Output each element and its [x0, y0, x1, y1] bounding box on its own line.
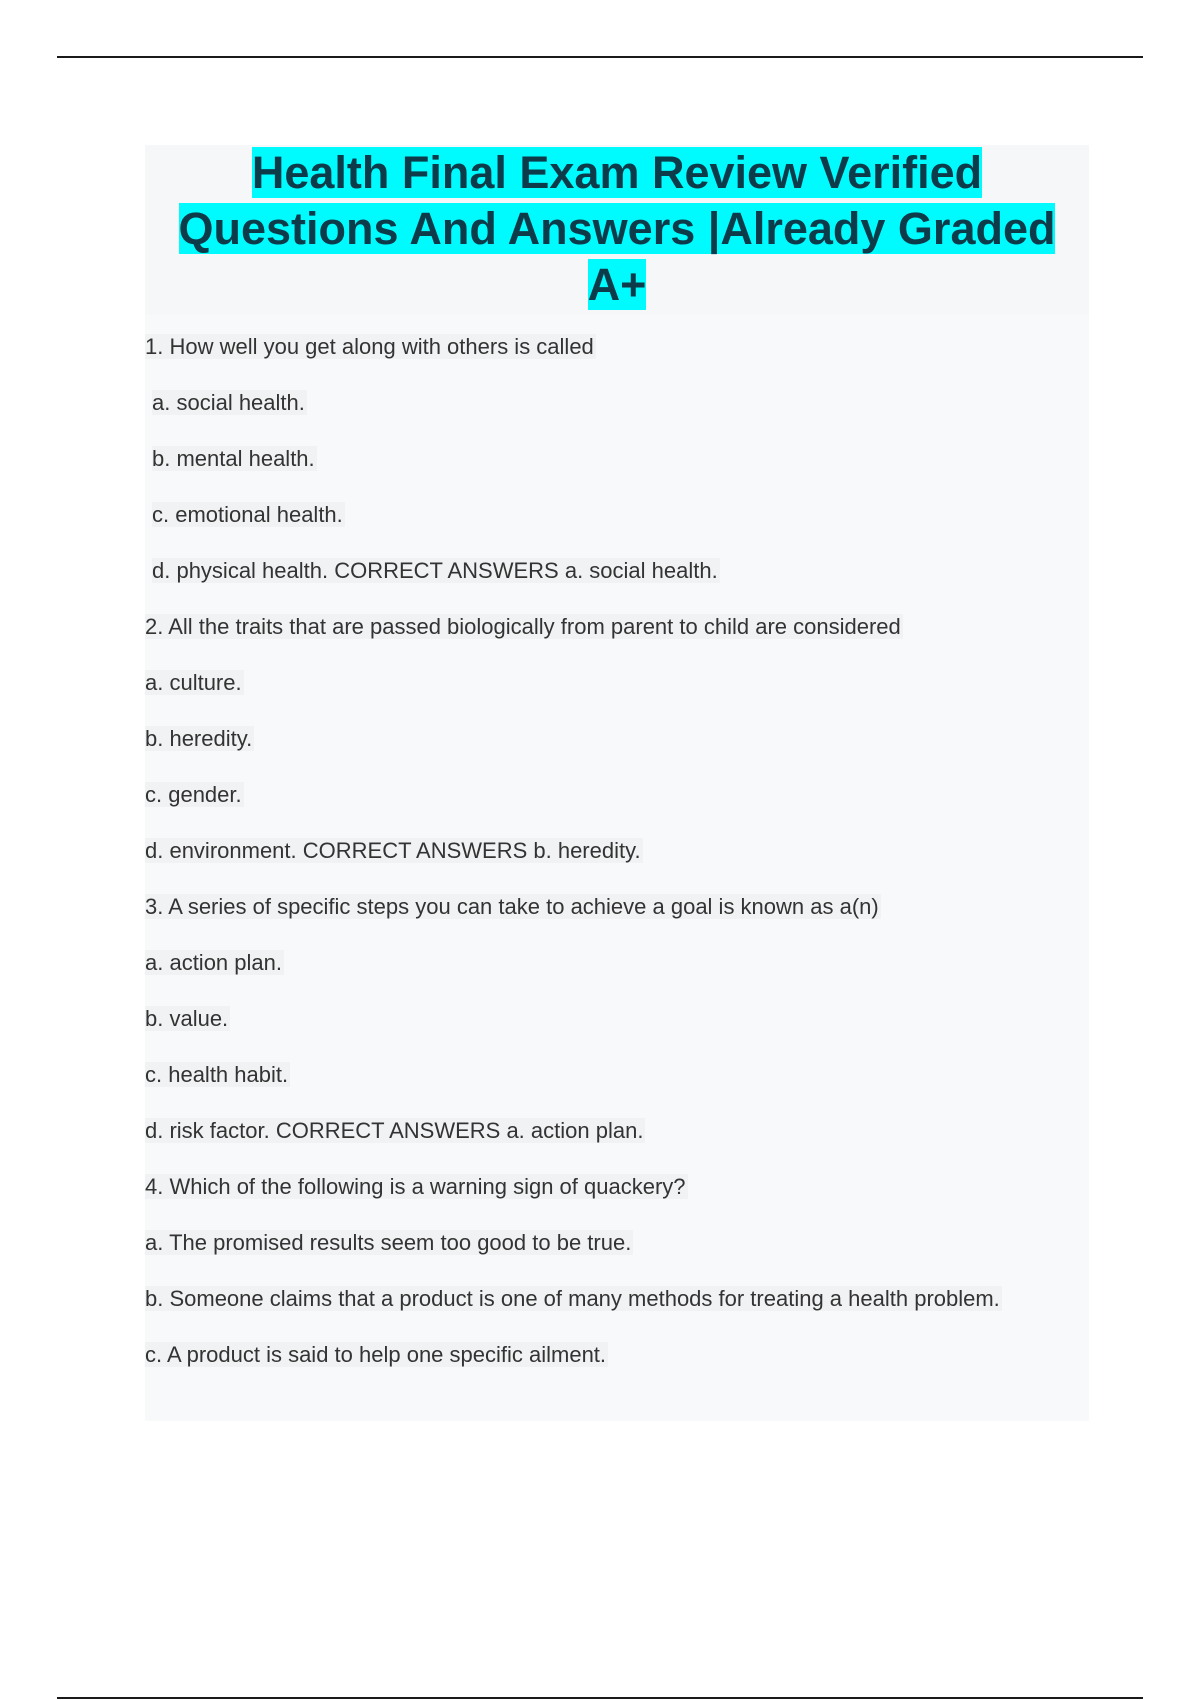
answer-option-line: b. value.	[145, 1006, 229, 1031]
answer-option-line: a. action plan.	[145, 950, 282, 975]
answer-option-line: c. gender.	[145, 782, 242, 807]
answer-option-line: b. heredity.	[145, 726, 253, 751]
answer-option-line: d. physical health. CORRECT ANSWERS a. social health.	[152, 558, 718, 583]
answer-option-line: a. culture.	[145, 670, 242, 695]
bottom-rule	[57, 1697, 1143, 1699]
top-rule	[57, 56, 1143, 58]
question-line: 1. How well you get along with others is called	[145, 334, 594, 359]
question-list	[145, 333, 1089, 1397]
title-highlight: Health Final Exam Review Verified Questions And Answers |Already Graded A+	[178, 147, 1056, 310]
question-line: 2. All the traits that are passed biologically from parent to child are considered	[145, 614, 901, 639]
question-line: 3. A series of specific steps you can take to achieve a goal is known as a(n)	[145, 894, 879, 919]
answer-option-line: a. social health.	[152, 390, 305, 415]
answer-option-line: d. environment. CORRECT ANSWERS b. heredity.	[145, 838, 641, 863]
document-title	[145, 145, 1089, 315]
answer-option-line: b. mental health.	[152, 446, 315, 471]
answer-option-line: d. risk factor. CORRECT ANSWERS a. action plan.	[145, 1118, 644, 1143]
document-page	[145, 145, 1089, 1421]
answer-option-line: a. The promised results seem too good to be true.	[145, 1230, 632, 1255]
answer-option-line: c. emotional health.	[152, 502, 343, 527]
answer-option-line: c. A product is said to help one specific ailment.	[145, 1342, 607, 1367]
question-line: 4. Which of the following is a warning sign of quackery?	[145, 1174, 686, 1199]
answer-option-line: c. health habit.	[145, 1062, 289, 1087]
answer-option-line: b. Someone claims that a product is one of many methods for treating a health problem.	[145, 1286, 1000, 1311]
